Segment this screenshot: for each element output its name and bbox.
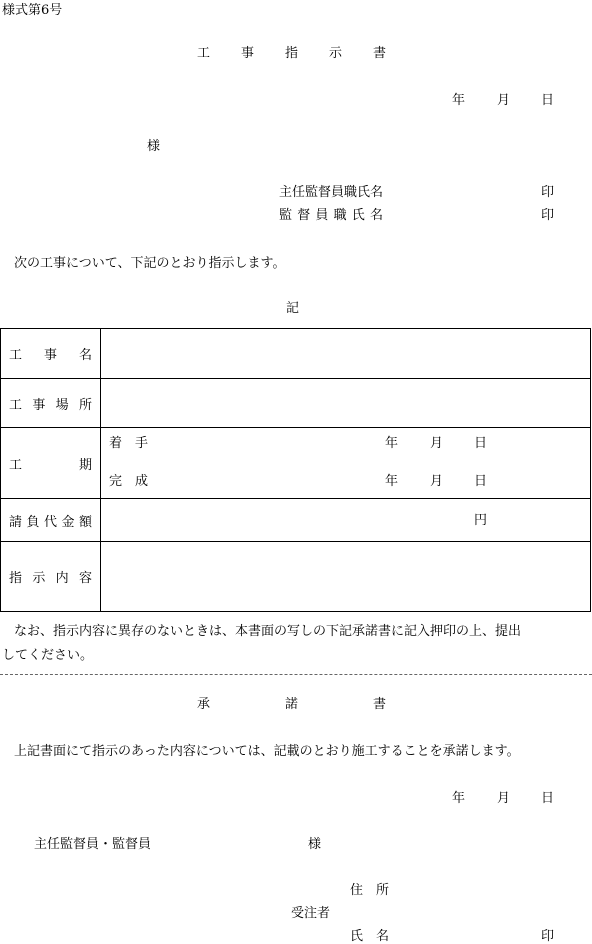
acceptance-body: 上記書面にて指示のあった内容については、記載のとおり施工することを承諾します。	[14, 744, 520, 759]
seal-mark: 印	[541, 929, 555, 944]
value-contract-amount[interactable]	[101, 499, 591, 542]
acceptance-to-honorific: 様	[308, 837, 322, 852]
ki-heading: 記	[286, 301, 300, 316]
label-work-place: 工 事 場 所	[9, 397, 92, 413]
title-char: 指	[285, 46, 299, 61]
form-number: 様式第6号	[2, 3, 63, 18]
period-end-label: 完 成	[109, 474, 149, 489]
value-work-place[interactable]	[101, 379, 591, 428]
title-char: 書	[373, 46, 387, 61]
contractor-label: 受注者	[291, 906, 331, 921]
period-start-label: 着 手	[109, 436, 149, 451]
note-line-2: してください。	[2, 648, 94, 663]
address-label: 住 所	[350, 883, 390, 898]
row-period	[1, 428, 591, 499]
note-line-1: なお、指示内容に異存のないときは、本書面の写しの下記承諾書に記入押印の上、提出	[14, 624, 522, 639]
seal-mark: 印	[541, 208, 555, 223]
row-instruction-content	[1, 542, 591, 612]
seal-mark: 印	[541, 185, 555, 200]
title-char: 工	[197, 46, 211, 61]
label-work-name: 工 事 名	[9, 348, 92, 363]
name-label: 氏 名	[350, 929, 390, 944]
label-period: 工 期	[9, 457, 92, 473]
value-instruction-content[interactable]	[101, 542, 591, 612]
intro-text: 次の工事について、下記のとおり指示します。	[14, 256, 286, 271]
cut-line	[0, 674, 592, 675]
acceptance-to-label: 主任監督員・監督員	[34, 837, 152, 852]
label-instruction-content: 指 示 内 容	[9, 571, 92, 586]
title-char: 示	[329, 46, 343, 61]
row-contract-amount	[1, 499, 591, 542]
addressee-honorific: 様	[147, 139, 161, 154]
yen-unit: 円	[474, 513, 488, 528]
value-period[interactable]: 着 手 年 月 日 完 成 年 月 日	[101, 428, 591, 499]
title-char: 事	[241, 46, 255, 61]
signer-label: 監督員職氏名	[279, 208, 389, 223]
row-work-name	[1, 329, 591, 379]
value-work-name[interactable]	[101, 329, 591, 379]
label-contract-amount: 請 負 代 金 額	[9, 514, 92, 530]
signer-label: 主任監督員職氏名	[279, 185, 384, 200]
instruction-table	[0, 328, 591, 612]
row-work-place	[1, 379, 591, 428]
